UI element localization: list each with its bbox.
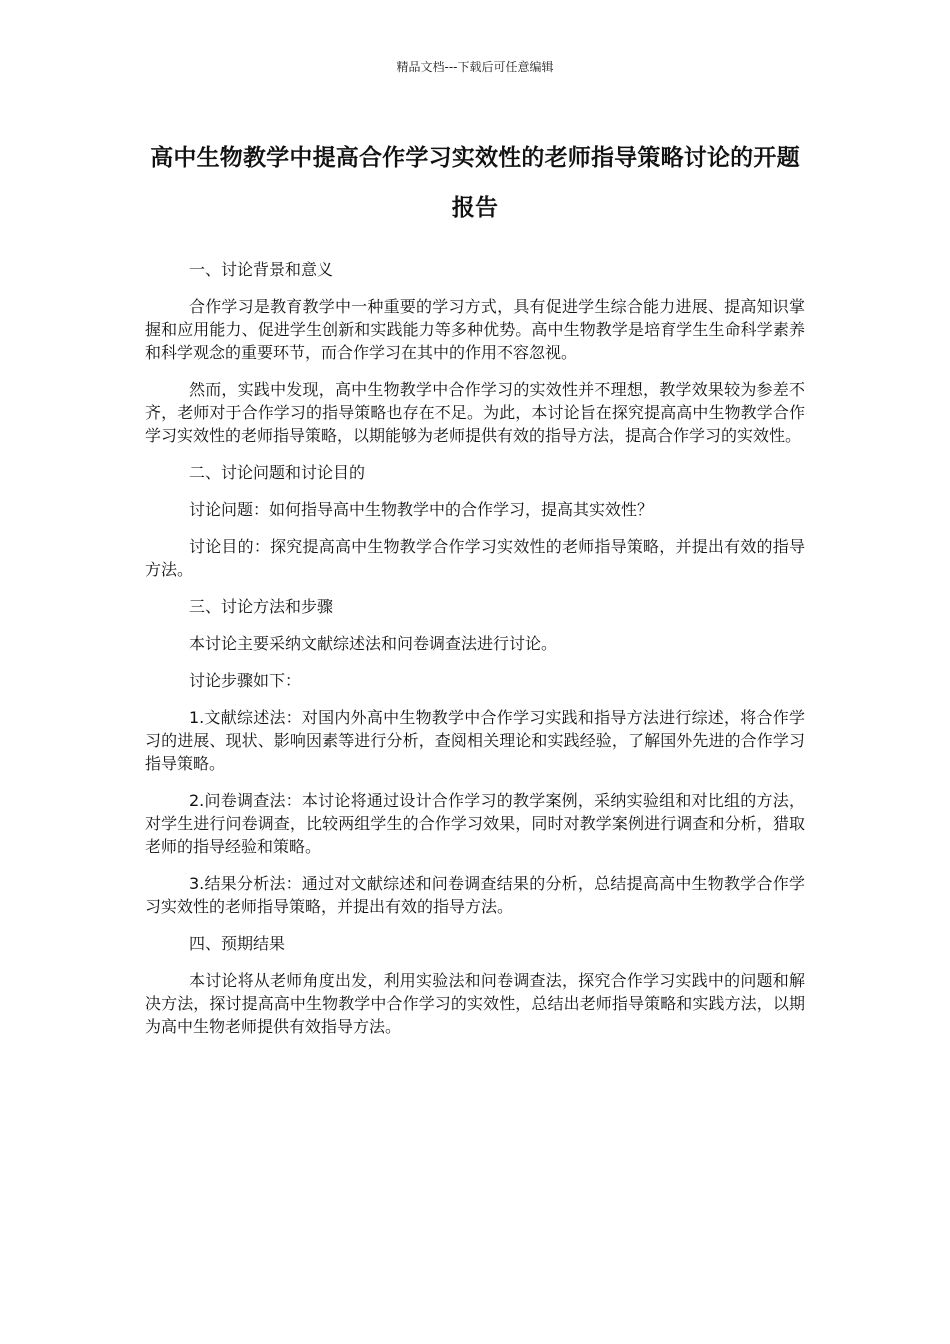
paragraph-step-1: 1.文献综述法：对国内外高中生物教学中合作学习实践和指导方法进行综述，将合作学习的进展、现状、影响因素等进行分析，查阅相关理论和实践经验，了解国外先进的合作学习指导策略。	[145, 708, 805, 773]
paragraph-step-3: 3.结果分析法：通过对文献综述和问卷调查结果的分析，总结提高高中生物教学合作学习实效性的老师指导策略，并提出有效的指导方法。	[145, 874, 805, 916]
paragraph-expected-results: 本讨论将从老师角度出发，利用实验法和问卷调查法，探究合作学习实践中的问题和解决方法，探讨提高高中生物教学中合作学习的实效性，总结出老师指导策略和实践方法，以期为高中生物老师提供有效指导方法。	[145, 971, 805, 1036]
paragraph-background-2: 然而，实践中发现，高中生物教学中合作学习的实效性并不理想，教学效果较为参差不齐，老师对于合作学习的指导策略也存在不足。为此，本讨论旨在探究提高高中生物教学合作学习实效性的老师指导策略，以期能够为老师提供有效的指导方法，提高合作学习的实效性。	[145, 380, 805, 445]
paragraph-research-goal: 讨论目的：探究提高高中生物教学合作学习实效性的老师指导策略，并提出有效的指导方法。	[145, 537, 805, 579]
section-heading-questions: 二、讨论问题和讨论目的	[189, 463, 366, 482]
paragraph-research-question: 讨论问题：如何指导高中生物教学中的合作学习，提高其实效性？	[189, 500, 654, 519]
paragraph-step-2: 2.问卷调查法：本讨论将通过设计合作学习的教学案例，采纳实验组和对比组的方法，对学生进行问卷调查，比较两组学生的合作学习效果，同时对教学案例进行调查和分析，猎取老师的指导经验和策略。	[145, 791, 805, 856]
section-heading-expected: 四、预期结果	[189, 934, 286, 953]
document-title: 高中生物教学中提高合作学习实效性的老师指导策略讨论的开题报告	[150, 145, 800, 221]
paragraph-methods-intro: 本讨论主要采纳文献综述法和问卷调查法进行讨论。	[189, 634, 558, 653]
header-note: 精品文档---下载后可任意编辑	[396, 60, 554, 74]
document-body	[145, 258, 805, 1052]
section-heading-background: 一、讨论背景和意义	[189, 260, 334, 279]
paragraph-background-1: 合作学习是教育教学中一种重要的学习方式，具有促进学生综合能力进展、提高知识掌握和应用能力、促进学生创新和实践能力等多种优势。高中生物教学是培育学生生命科学素养和科学观念的重要环节，而合作学习在其中的作用不容忽视。	[145, 297, 805, 362]
paragraph-steps-intro: 讨论步骤如下：	[189, 671, 302, 690]
section-heading-methods: 三、讨论方法和步骤	[189, 597, 334, 616]
